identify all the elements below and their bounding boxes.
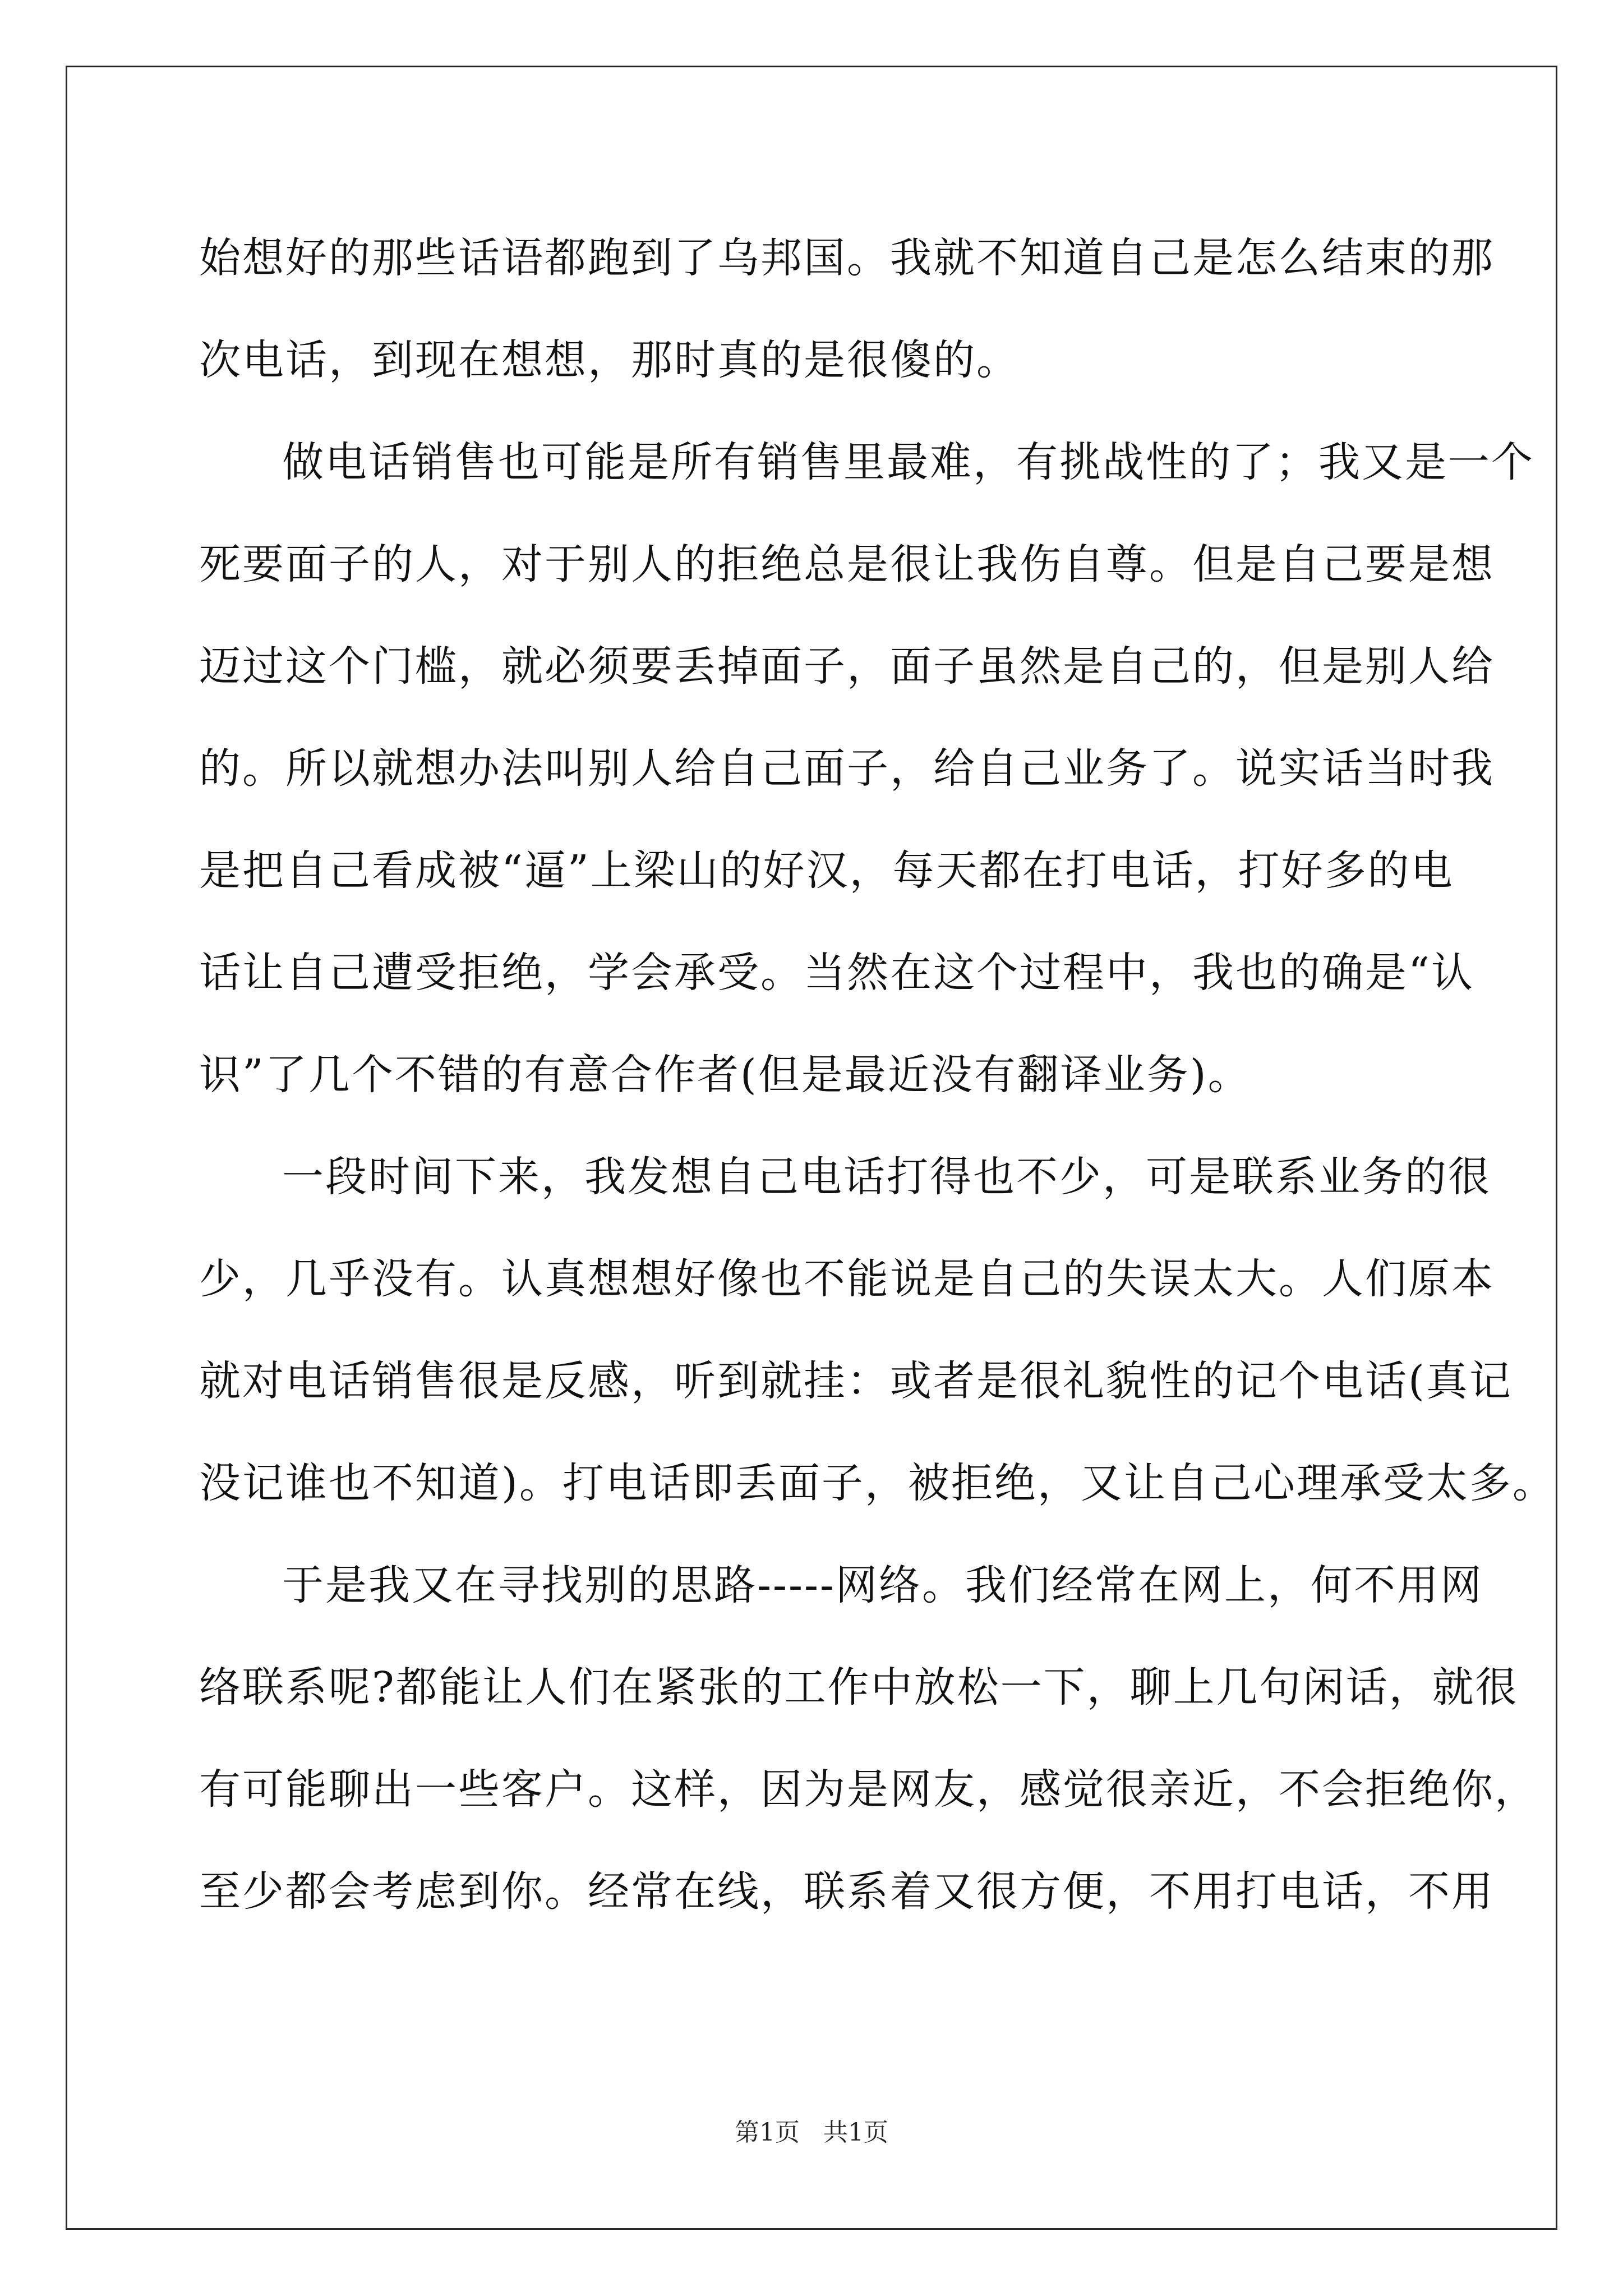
text-line: 识”了几个不错的有意合作者(但是最近没有翻译业务)。 (199, 1051, 1251, 1099)
text-line: 没记谁也不知道)。打电话即丢面子，被拒绝，又让自己心理承受太多。 (199, 1459, 1556, 1507)
text-line: 至少都会考虑到你。经常在线，联系着又很方便，不用打电话，不用 (199, 1867, 1495, 1916)
paragraph-start-line: 做电话销售也可能是所有销售里最难，有挑战性的了；我又是一个 (282, 438, 1534, 486)
text-line: 话让自己遭受拒绝，学会承受。当然在这个过程中，我也的确是“认 (199, 949, 1474, 997)
document-body (199, 213, 1556, 1949)
page-footer: 第1页 共1页 (735, 2118, 888, 2147)
text-line: 就对电话销售很是反感，听到就挂：或者是很礼貌性的记个电话(真记 (199, 1357, 1513, 1405)
text-line: 有可能聊出一些客户。这样，因为是网友，感觉很亲近，不会拒绝你， (199, 1765, 1538, 1814)
text-line: 始想好的那些话语都跑到了乌邦国。我就不知道自己是怎么结束的那 (199, 234, 1495, 282)
paragraph-start-line: 于是我又在寻找别的思路-----网络。我们经常在网上，何不用网 (282, 1561, 1484, 1609)
text-line: 的。所以就想办法叫别人给自己面子，给自己业务了。说实话当时我 (199, 744, 1495, 793)
text-line: 次电话，到现在想想，那时真的是很傻的。 (199, 336, 1020, 384)
paragraph-start-line: 一段时间下来，我发想自己电话打得也不少，可是联系业务的很 (282, 1153, 1491, 1201)
text-line: 是把自己看成被“逼”上梁山的好汉，每天都在打电话，打好多的电 (199, 846, 1454, 895)
text-line: 迈过这个门槛，就必须要丢掉面子，面子虽然是自己的，但是别人给 (199, 642, 1495, 691)
text-line: 络联系呢?都能让人们在紧张的工作中放松一下，聊上几句闲话，就很 (199, 1663, 1519, 1711)
text-line: 死要面子的人，对于别人的拒绝总是很让我伤自尊。但是自己要是想 (199, 540, 1495, 588)
text-line: 少，几乎没有。认真想想好像也不能说是自己的失误太大。人们原本 (199, 1255, 1495, 1303)
